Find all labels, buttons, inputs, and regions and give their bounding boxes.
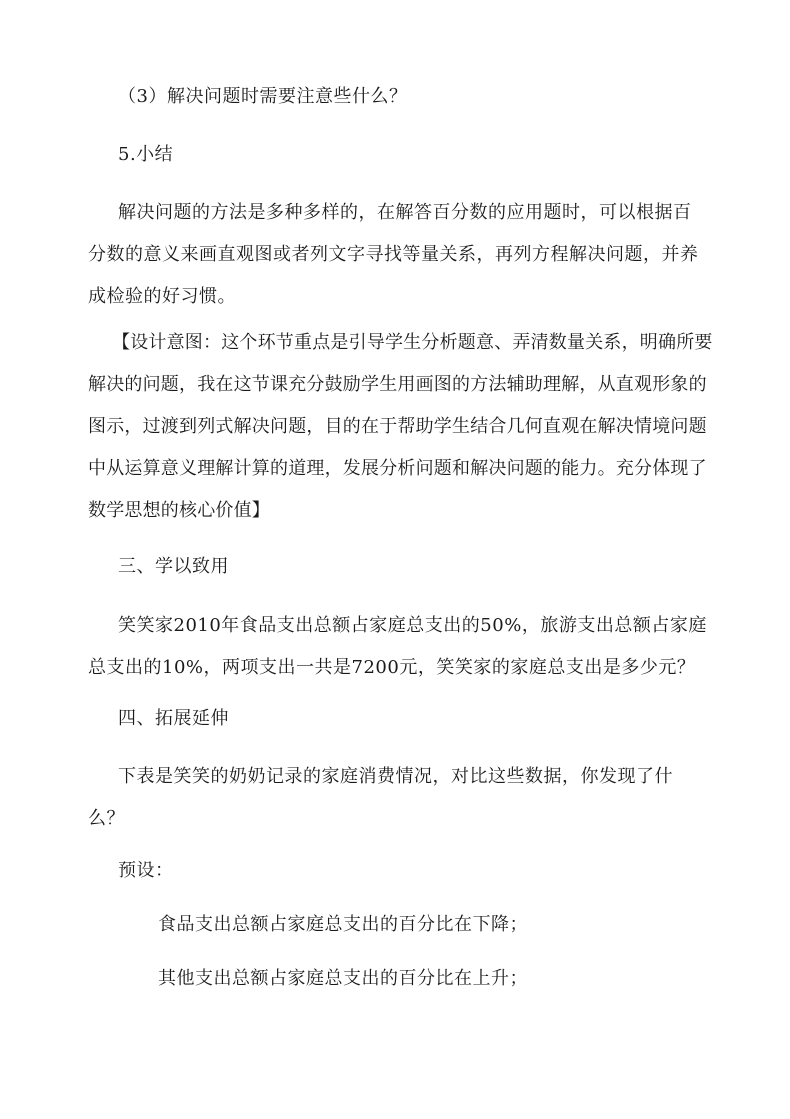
summary-heading: 5.小结 [118, 144, 174, 165]
design-intent-paragraph: 【设计意图：这个环节重点是引导学生分析题意、弄清数量关系，明确所要解决的问题，我在这节课充分鼓励学生用画图的方法辅助理解，从直观形象的图示，过渡到列式解决问题，目的在于帮助学生结合几何直观在解决情境问题中从运算意义理解计算的道理，发展分析问题和解决问题的能力。充分体现了数学思想的核心价值】 [88, 332, 713, 521]
section-3-heading: 三、学以致用 [118, 556, 229, 577]
preset-label: 预设： [118, 860, 174, 881]
question-3: （3）解决问题时需要注意些什么？ [118, 86, 408, 107]
preset-item-1: 食品支出总额占家庭总支出的百分比在下降； [158, 914, 528, 935]
section-4-paragraph: 下表是笑笑的奶奶记录的家庭消费情况，对比这些数据，你发现了什么？ [88, 766, 673, 829]
section-4-heading: 四、拓展延伸 [118, 708, 229, 729]
section-3-problem: 笑笑家2010年食品支出总额占家庭总支出的50%，旅游支出总额占家庭总支出的10%，两项支出一共是7200元，笑笑家的家庭总支出是多少元？ [88, 615, 707, 678]
summary-paragraph: 解决问题的方法是多种多样的，在解答百分数的应用题时，可以根据百分数的意义来画直观图或者列文字寻找等量关系，再列方程解决问题，并养成检验的好习惯。 [88, 202, 699, 307]
preset-item-2: 其他支出总额占家庭总支出的百分比在上升； [158, 968, 528, 989]
